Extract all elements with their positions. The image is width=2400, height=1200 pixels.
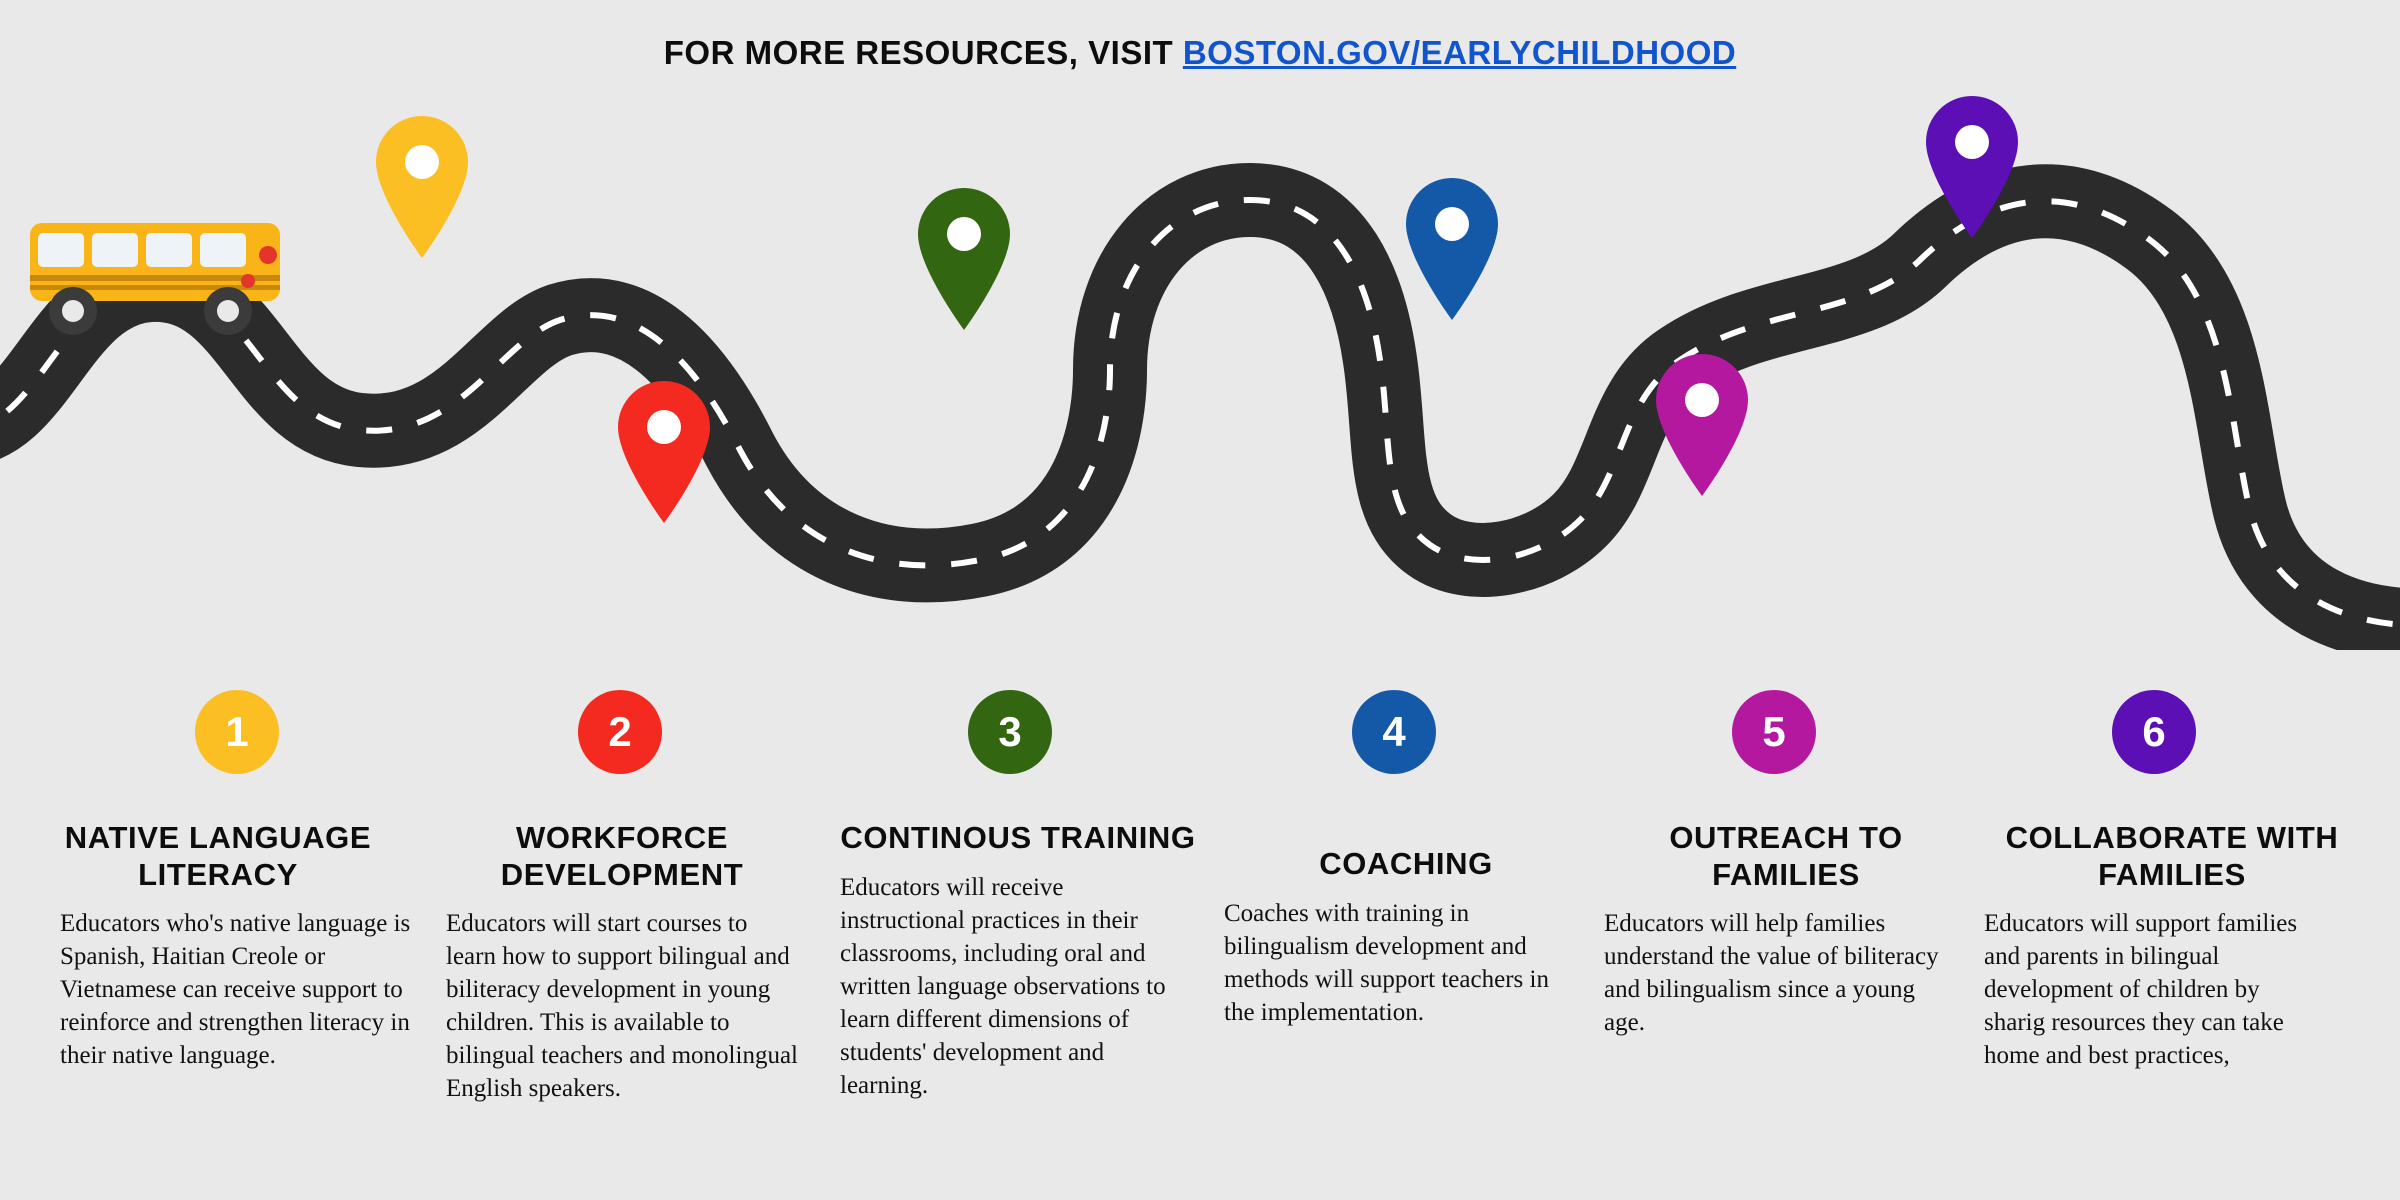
- map-pin-1-icon[interactable]: [370, 110, 474, 260]
- step-column-3: [828, 800, 1208, 1102]
- step-body-3: Educators will receive instructional practices in their classrooms, including oral and written language observations to learn different dimensions of students' development and learning.: [840, 873, 1166, 1099]
- step-column-5: [1596, 800, 1976, 1039]
- resources-link[interactable]: BOSTON.GOV/EARLYCHILDHOOD: [1182, 34, 1737, 71]
- step-title-3: CONTINOUS TRAINING: [840, 820, 1196, 855]
- map-pin-5-icon[interactable]: [1650, 348, 1754, 498]
- map-pin-2-icon[interactable]: [612, 375, 716, 525]
- step-body-6: Educators will support families and parents in bilingual development of children by sharig resources they can take home and best practices,: [1984, 910, 2298, 1070]
- school-bus-icon: [18, 215, 298, 350]
- page-title: [0, 34, 2400, 72]
- step-column-6: [1972, 800, 2372, 1072]
- step-title-6: COLLABORATE WITH FAMILIES: [2005, 820, 2339, 892]
- map-pin-6-icon[interactable]: [1920, 90, 2024, 240]
- step-title-1: NATIVE LANGUAGE LITERACY: [64, 820, 372, 892]
- step-column-4: [1216, 800, 1596, 1029]
- step-body-5: Educators will help families understand the value of biliteracy and bilingualism since a young age.: [1604, 910, 1939, 1037]
- road-graphic: [0, 90, 2400, 650]
- step-badge-2[interactable]: 2: [578, 690, 662, 774]
- step-badge-5[interactable]: 5: [1732, 690, 1816, 774]
- step-body-2: Educators will start courses to learn how to support bilingual and biliteracy development in young children. This is available to bilingual teachers and monolingual English speakers.: [446, 910, 798, 1103]
- step-title-4: COACHING: [1319, 846, 1493, 881]
- step-body-4: Coaches with training in bilingualism development and methods will support teachers in the implementation.: [1224, 899, 1549, 1026]
- step-title-5: OUTREACH TO FAMILIES: [1669, 820, 1903, 892]
- winding-road-svg: [0, 90, 2400, 650]
- step-badge-3[interactable]: 3: [968, 690, 1052, 774]
- map-pin-4-icon[interactable]: [1400, 172, 1504, 322]
- step-badge-4[interactable]: 4: [1352, 690, 1436, 774]
- step-title-2: WORKFORCE DEVELOPMENT: [500, 820, 744, 892]
- map-pin-3-icon[interactable]: [912, 182, 1016, 332]
- step-badge-6[interactable]: 6: [2112, 690, 2196, 774]
- step-badges: [0, 690, 2400, 780]
- step-body-1: Educators who's native language is Spanish, Haitian Creole or Vietnamese can receive support to reinforce and strengthen literacy in their native language.: [60, 910, 411, 1070]
- header-prefix: FOR MORE RESOURCES, VISIT: [663, 34, 1183, 71]
- step-badge-1[interactable]: 1: [195, 690, 279, 774]
- step-column-1: [8, 800, 428, 1072]
- step-column-2: [432, 800, 812, 1105]
- step-columns: [0, 800, 2400, 1200]
